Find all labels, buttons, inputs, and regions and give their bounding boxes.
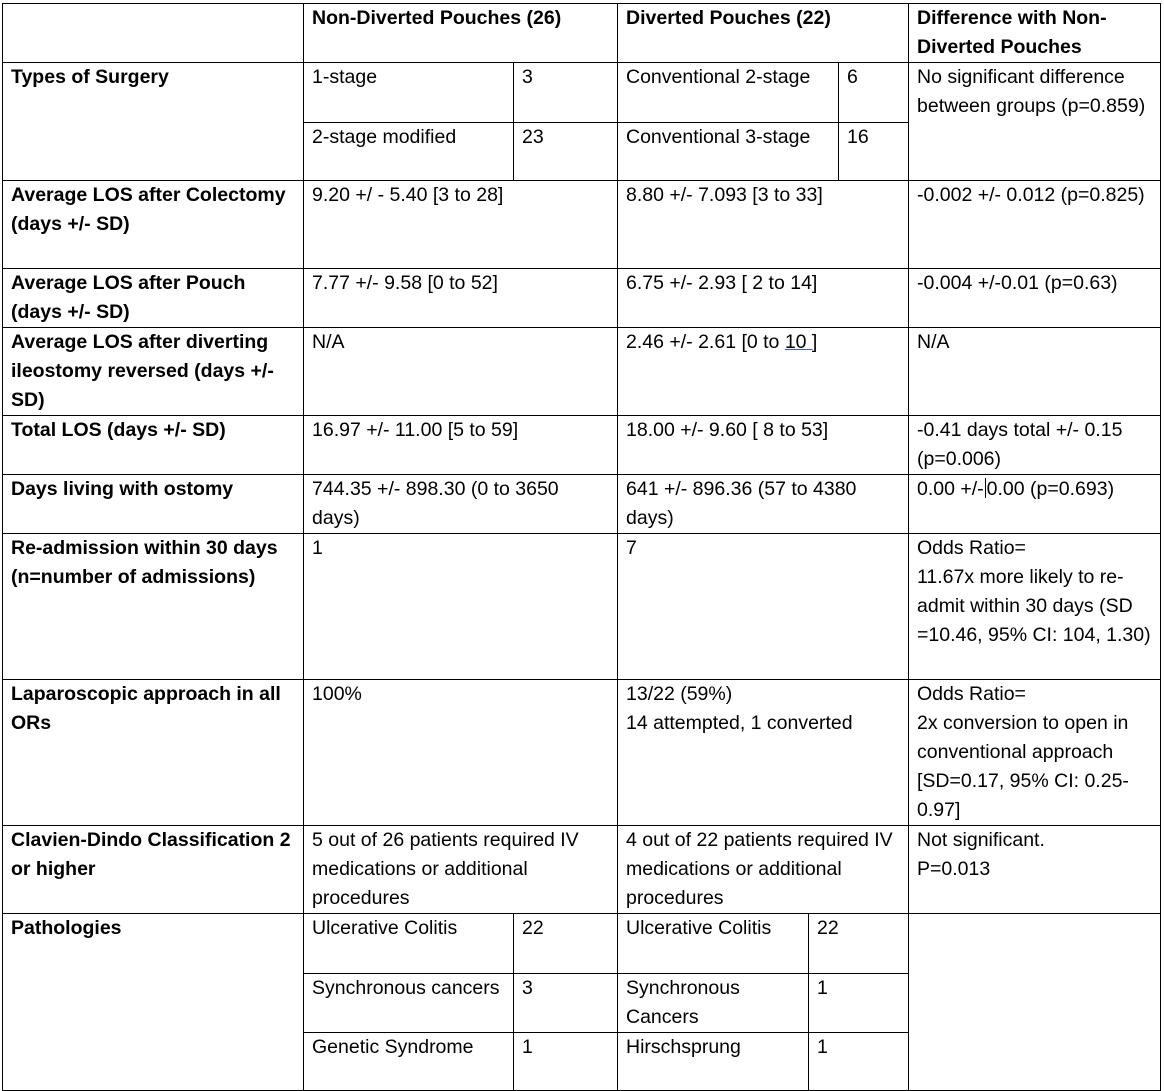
pathology-nd-count: 3 <box>514 974 618 1033</box>
surgery-diff: No significant difference between groups (p=0.859) <box>909 63 1161 181</box>
row-label-laparoscopic: Laparoscopic approach in all ORs <box>3 680 304 826</box>
table-row <box>3 475 1161 534</box>
los-pouch-d: 6.75 +/- 2.93 [ 2 to 14] <box>618 269 909 328</box>
row-label-ostomy: Days living with ostomy <box>3 475 304 534</box>
row-label-los-pouch: Average LOS after Pouch (days +/- SD) <box>3 269 304 328</box>
laparoscopic-diff <box>909 680 1161 826</box>
total-los-d: 18.00 +/- 9.60 [ 8 to 53] <box>618 416 909 475</box>
readmission-d: 7 <box>618 534 909 680</box>
readmission-diff <box>909 534 1161 680</box>
total-los-nd: 16.97 +/- 11.00 [5 to 59] <box>304 416 618 475</box>
laparoscopic-diff-line1: Odds Ratio= <box>917 683 1026 705</box>
laparoscopic-d <box>618 680 909 826</box>
los-ileostomy-nd: N/A <box>304 328 618 416</box>
pathology-nd-count: 22 <box>514 914 618 974</box>
clavien-d: 4 out of 22 patients required IV medications or additional procedures <box>618 826 909 914</box>
laparoscopic-d-line1: 13/22 (59%) <box>626 683 733 705</box>
los-colectomy-diff: -0.002 +/- 0.012 (p=0.825) <box>909 181 1161 269</box>
los-ileostomy-d-underlined: 10 ] <box>784 331 818 353</box>
table-row <box>3 826 1161 914</box>
clavien-diff-line1: Not significant. <box>917 829 1045 851</box>
surgery-nd-count: 3 <box>514 63 618 123</box>
row-label-los-ileostomy: Average LOS after diverting ileostomy reversed (days +/- SD) <box>3 328 304 416</box>
header-diverted: Diverted Pouches (22) <box>618 4 909 63</box>
los-ileostomy-d-text: 2.46 +/- 2.61 [0 to <box>626 331 785 353</box>
pathology-d-count: 1 <box>809 1033 909 1091</box>
header-difference: Difference with Non-Diverted Pouches <box>909 4 1161 63</box>
laparoscopic-d-line2: 14 attempted, 1 converted <box>626 712 853 734</box>
row-label-pathologies: Pathologies <box>3 914 304 1091</box>
los-ileostomy-diff: N/A <box>909 328 1161 416</box>
pathology-nd-name: Ulcerative Colitis <box>304 914 514 974</box>
ostomy-diff-part-b: 0.00 (p=0.693) <box>986 478 1115 500</box>
los-ileostomy-d <box>618 328 909 416</box>
pathology-d-count: 22 <box>809 914 909 974</box>
row-label-readmission: Re-admission within 30 days (n=number of admissions) <box>3 534 304 680</box>
clavien-diff <box>909 826 1161 914</box>
pathology-nd-name: Genetic Syndrome <box>304 1033 514 1091</box>
results-table <box>2 3 1161 1091</box>
pathology-nd-name: Synchronous cancers <box>304 974 514 1033</box>
surgery-d-count: 16 <box>839 123 909 181</box>
pathology-nd-count: 1 <box>514 1033 618 1091</box>
ostomy-diff-part-a: 0.00 +/- <box>917 478 984 500</box>
surgery-d-name: Conventional 2-stage <box>618 63 839 123</box>
table-row <box>3 534 1161 680</box>
ostomy-nd: 744.35 +/- 898.30 (0 to 3650 days) <box>304 475 618 534</box>
header-empty-cell <box>3 4 304 63</box>
los-colectomy-d: 8.80 +/- 7.093 [3 to 33] <box>618 181 909 269</box>
text-cursor <box>985 478 986 498</box>
table-row <box>3 63 1161 123</box>
surgery-d-count: 6 <box>839 63 909 123</box>
table-row <box>3 680 1161 826</box>
pathology-d-name: Ulcerative Colitis <box>618 914 809 974</box>
surgery-nd-name: 2-stage modified <box>304 123 514 181</box>
ostomy-diff <box>909 475 1161 534</box>
row-label-surgery: Types of Surgery <box>3 63 304 181</box>
readmission-diff-line1: Odds Ratio= <box>917 537 1026 559</box>
table-row <box>3 269 1161 328</box>
table-row <box>3 328 1161 416</box>
los-pouch-nd: 7.77 +/- 9.58 [0 to 52] <box>304 269 618 328</box>
table-row <box>3 416 1161 475</box>
readmission-diff-line2: 11.67x more likely to re-admit within 30 days (SD =10.46, 95% CI: 104, 1.30) <box>917 566 1151 646</box>
row-label-total-los: Total LOS (days +/- SD) <box>3 416 304 475</box>
ostomy-d: 641 +/- 896.36 (57 to 4380 days) <box>618 475 909 534</box>
header-row <box>3 4 1161 63</box>
surgery-d-name: Conventional 3-stage <box>618 123 839 181</box>
header-non-diverted: Non-Diverted Pouches (26) <box>304 4 618 63</box>
row-label-los-colectomy: Average LOS after Colectomy (days +/- SD) <box>3 181 304 269</box>
surgery-nd-count: 23 <box>514 123 618 181</box>
clavien-diff-line2: P=0.013 <box>917 858 991 880</box>
laparoscopic-nd: 100% <box>304 680 618 826</box>
pathology-d-name: Synchronous Cancers <box>618 974 809 1033</box>
table-row <box>3 181 1161 269</box>
pathology-d-count: 1 <box>809 974 909 1033</box>
table-row <box>3 914 1161 974</box>
laparoscopic-diff-line2: 2x conversion to open in conventional approach [SD=0.17, 95% CI: 0.25-0.97] <box>917 712 1129 821</box>
row-label-clavien: Clavien-Dindo Classification 2 or higher <box>3 826 304 914</box>
total-los-diff: -0.41 days total +/- 0.15 (p=0.006) <box>909 416 1161 475</box>
readmission-nd: 1 <box>304 534 618 680</box>
los-colectomy-nd: 9.20 +/ - 5.40 [3 to 28] <box>304 181 618 269</box>
pathologies-diff <box>909 914 1161 1091</box>
clavien-nd: 5 out of 26 patients required IV medications or additional procedures <box>304 826 618 914</box>
pathology-d-name: Hirschsprung <box>618 1033 809 1091</box>
los-pouch-diff: -0.004 +/-0.01 (p=0.63) <box>909 269 1161 328</box>
surgery-nd-name: 1-stage <box>304 63 514 123</box>
